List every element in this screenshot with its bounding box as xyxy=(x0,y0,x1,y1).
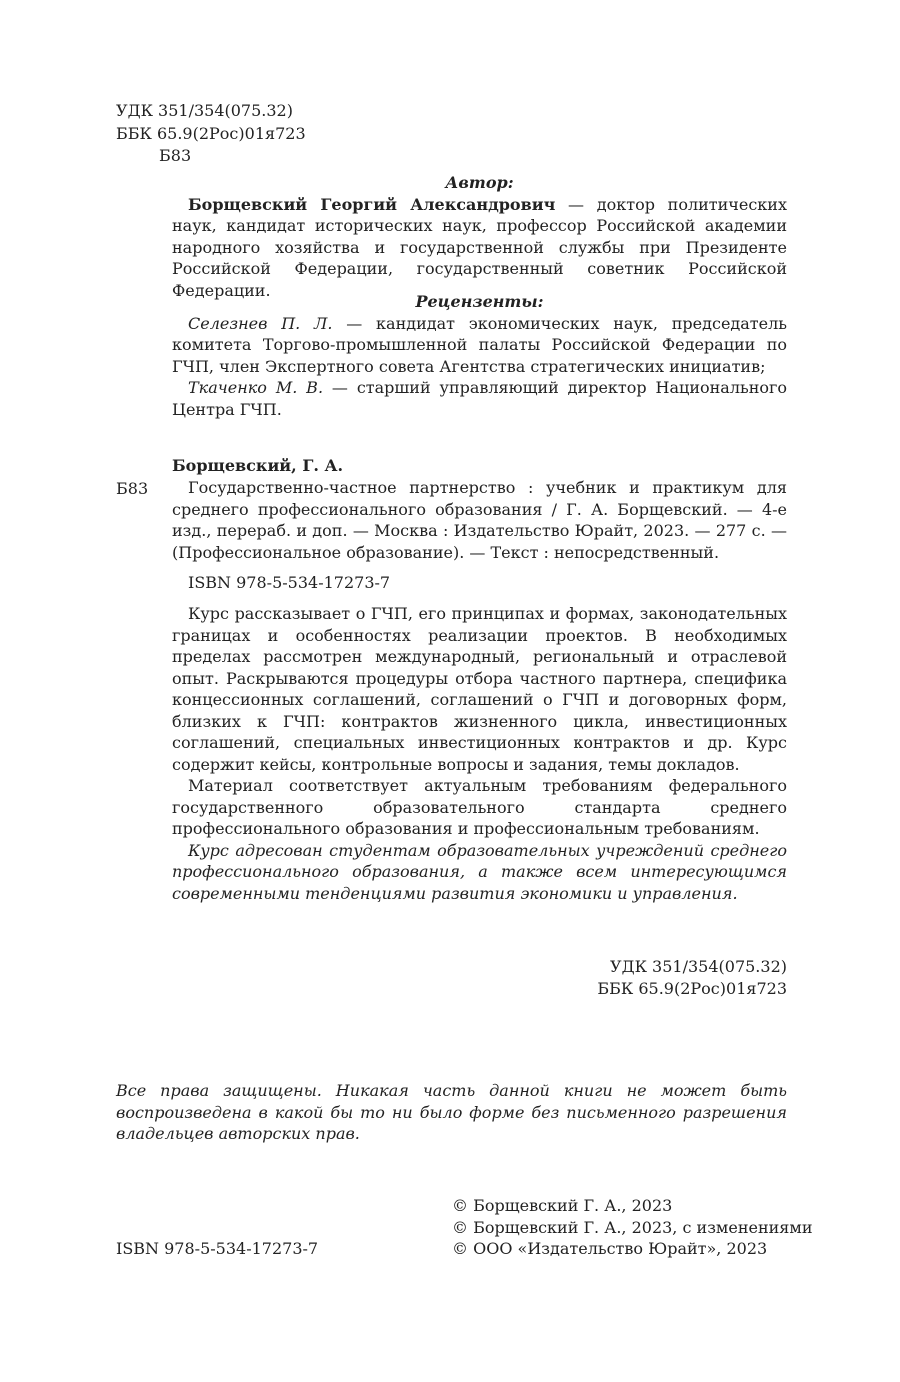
copyright-line: © ООО «Издательство Юрайт», 2023 xyxy=(452,1239,768,1258)
rights-notice: Все права защищены. Никакая часть данной книги не может быть воспроизведена в какой бы то ни было форме без письменного разрешения владельцев авторских прав. xyxy=(116,1081,787,1143)
bbk-code: ББК 65.9(2Рос)01я723 xyxy=(597,978,787,998)
udk-code: УДК 351/354(075.32) xyxy=(116,101,293,120)
author-section xyxy=(172,172,787,301)
author-name: Борщевский Георгий Александрович xyxy=(188,194,556,214)
isbn-bottom: ISBN 978-5-534-17273-7 xyxy=(116,1239,319,1258)
isbn: ISBN 978-5-534-17273-7 xyxy=(188,573,391,592)
reviewer-description: — старший управляющий директор Национального Центра ГЧП. xyxy=(172,378,787,419)
author-heading: Автор: xyxy=(445,173,514,192)
biblio-text: Государственно-частное партнерство : учебник и практикум для среднего профессионального образования / Г. А. Борщевский. — 4-е изд., перераб. и доп. — Москва : Издательство Юрайт, 2023. — 277 с. — (Профессиональное образование). — Текст : непосредственный. xyxy=(172,478,787,562)
annotation-paragraph: Материал соответствует актуальным требованиям федерального государственного образовательного стандарта среднего профессионального образования и профессиональным требованиям. xyxy=(172,776,787,838)
reviewer-item xyxy=(172,313,787,378)
reviewers-heading: Рецензенты: xyxy=(415,292,544,311)
reviewer-name: Ткаченко М. В. xyxy=(188,378,324,397)
annotation-paragraph: Курс рассказывает о ГЧП, его принципах и формах, законодательных границах и особенностях реализации проектов. В необходимых пределах рассмотрен международный, региональный и отраслевой опыт. Раскрываются процедуры отбора частного партнера, специфика концессионных соглашений, соглашений о ГЧП и договорных форм, близких к ГЧП: контрактов жизненного цикла, инвестиционных соглашений, специальных инвестиционных контрактов и др. Курс содержит кейсы, контрольные вопросы и задания, темы докладов. xyxy=(172,604,787,774)
author-description: — доктор политических наук, кандидат исторических наук, профессор Российской академии народного хозяйства и государственной службы при Президенте Российской Федерации, государственный советник Российской Федерации. xyxy=(172,194,787,300)
annotation xyxy=(172,603,787,904)
reviewers-section xyxy=(172,291,787,420)
author-info xyxy=(172,194,787,302)
biblio-author: Борщевский, Г. А. xyxy=(172,456,344,475)
reviewer-name: Селезнев П. Л. xyxy=(188,313,333,333)
bbk-code: ББК 65.9(2Рос)01я723 xyxy=(116,123,306,143)
reviewer-description: — кандидат экономических наук, председатель комитета Торгово-промышленной палаты Российской Федерации по ГЧП, член Экспертного совета Агентства стратегических инициатив; xyxy=(172,313,788,376)
udk-code: УДК 351/354(075.32) xyxy=(610,957,787,976)
copyright-line: © Борщевский Г. А., 2023, с изменениями xyxy=(452,1217,813,1237)
copyright-list xyxy=(452,1195,813,1260)
biblio-author-mark: Б83 xyxy=(116,479,149,498)
biblio-description xyxy=(172,477,787,563)
author-mark: Б83 xyxy=(159,146,192,165)
classification-codes xyxy=(116,100,306,168)
annotation-audience: Курс адресован студентам образовательных учреждений среднего профессионального образования, а также всем интересующимся современными тенденциями развития экономики и управления. xyxy=(172,840,787,903)
reviewer-item xyxy=(172,377,787,420)
copyright-line: © Борщевский Г. А., 2023 xyxy=(452,1196,673,1215)
classification-codes-bottom xyxy=(560,956,787,999)
